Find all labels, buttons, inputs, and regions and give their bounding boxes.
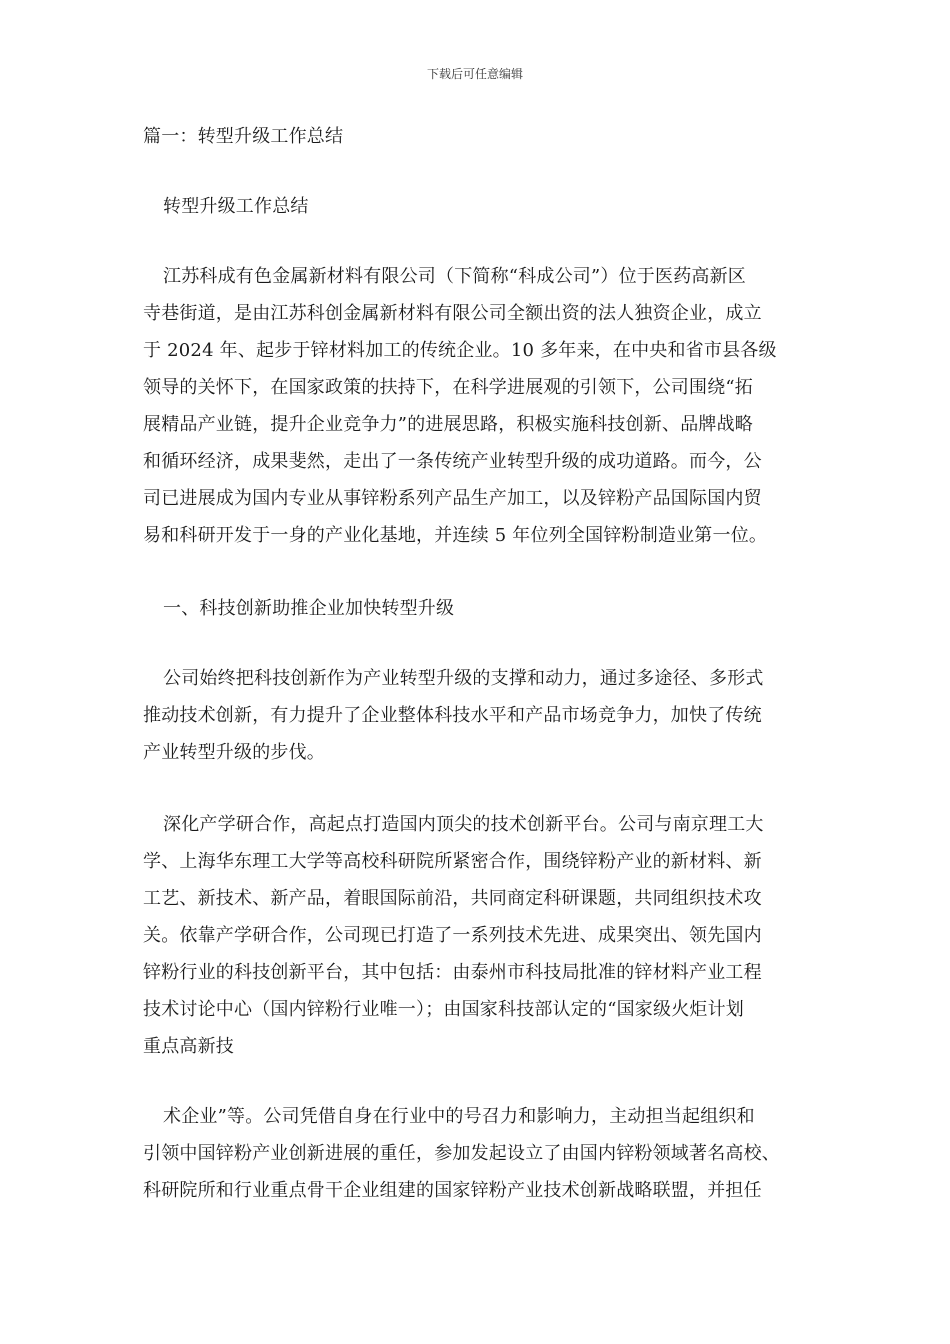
page-header-note: 下载后可任意编辑: [426, 67, 523, 81]
paragraph-line: 科研院所和行业重点骨干企业组建的国家锌粉产业技术创新战略联盟，并担任: [143, 1180, 762, 1201]
paragraph-line: 寺巷街道，是由江苏科创金属新材料有限公司全额出资的法人独资企业，成立: [143, 303, 762, 324]
paragraph-line: 江苏科成有色金属新材料有限公司（下简称“科成公司”）位于医药高新区: [163, 266, 747, 287]
paragraph-line: 术企业”等。公司凭借自身在行业中的号召力和影响力，主动担当起组织和: [163, 1106, 755, 1127]
paragraph-line: 学、上海华东理工大学等高校科研院所紧密合作，围绕锌粉产业的新材料、新: [143, 851, 762, 872]
paragraph-line: 领导的关怀下，在国家政策的扶持下，在科学进展观的引领下，公司围绕“拓: [143, 377, 753, 398]
paragraph-line: 易和科研开发于一身的产业化基地，并连续 5 年位列全国锌粉制造业第一位。: [143, 525, 768, 546]
paragraph-line: 工艺、新技术、新产品，着眼国际前沿，共同商定科研课题，共同组织技术攻: [143, 888, 762, 909]
paragraph-line: 产业转型升级的步伐。: [143, 742, 325, 763]
document-title: 篇一：转型升级工作总结: [143, 126, 344, 147]
paragraph-line: 锌粉行业的科技创新平台，其中包括：由泰州市科技局批准的锌材料产业工程: [143, 962, 762, 983]
paragraph-line: 关。依靠产学研合作，公司现已打造了一系列技术先进、成果突出、领先国内: [143, 925, 762, 946]
paragraph-line: 于 2024 年、起步于锌材料加工的传统企业。10 多年来，在中央和省市县各级: [143, 340, 777, 361]
paragraph-line: 重点高新技: [143, 1036, 234, 1057]
paragraph-line: 和循环经济，成果斐然，走出了一条传统产业转型升级的成功道路。而今，公: [143, 451, 762, 472]
section-heading: 一、科技创新助推企业加快转型升级: [163, 598, 455, 619]
paragraph-line: 引领中国锌粉产业创新进展的重任，参加发起设立了由国内锌粉领域著名高校、: [143, 1143, 780, 1164]
document-subtitle: 转型升级工作总结: [163, 196, 309, 217]
paragraph-line: 技术讨论中心（国内锌粉行业唯一）；由国家科技部认定的“国家级火炬计划: [143, 999, 744, 1020]
paragraph-line: 推动技术创新，有力提升了企业整体科技水平和产品市场竞争力，加快了传统: [143, 705, 762, 726]
paragraph-line: 公司始终把科技创新作为产业转型升级的支撑和动力，通过多途径、多形式: [163, 668, 764, 689]
paragraph-line: 司已进展成为国内专业从事锌粉系列产品生产加工，以及锌粉产品国际国内贸: [143, 488, 762, 509]
paragraph-line: 展精品产业链，提升企业竞争力”的进展思路，积极实施科技创新、品牌战略: [143, 414, 753, 435]
paragraph-line: 深化产学研合作，高起点打造国内顶尖的技术创新平台。公司与南京理工大: [163, 814, 764, 835]
